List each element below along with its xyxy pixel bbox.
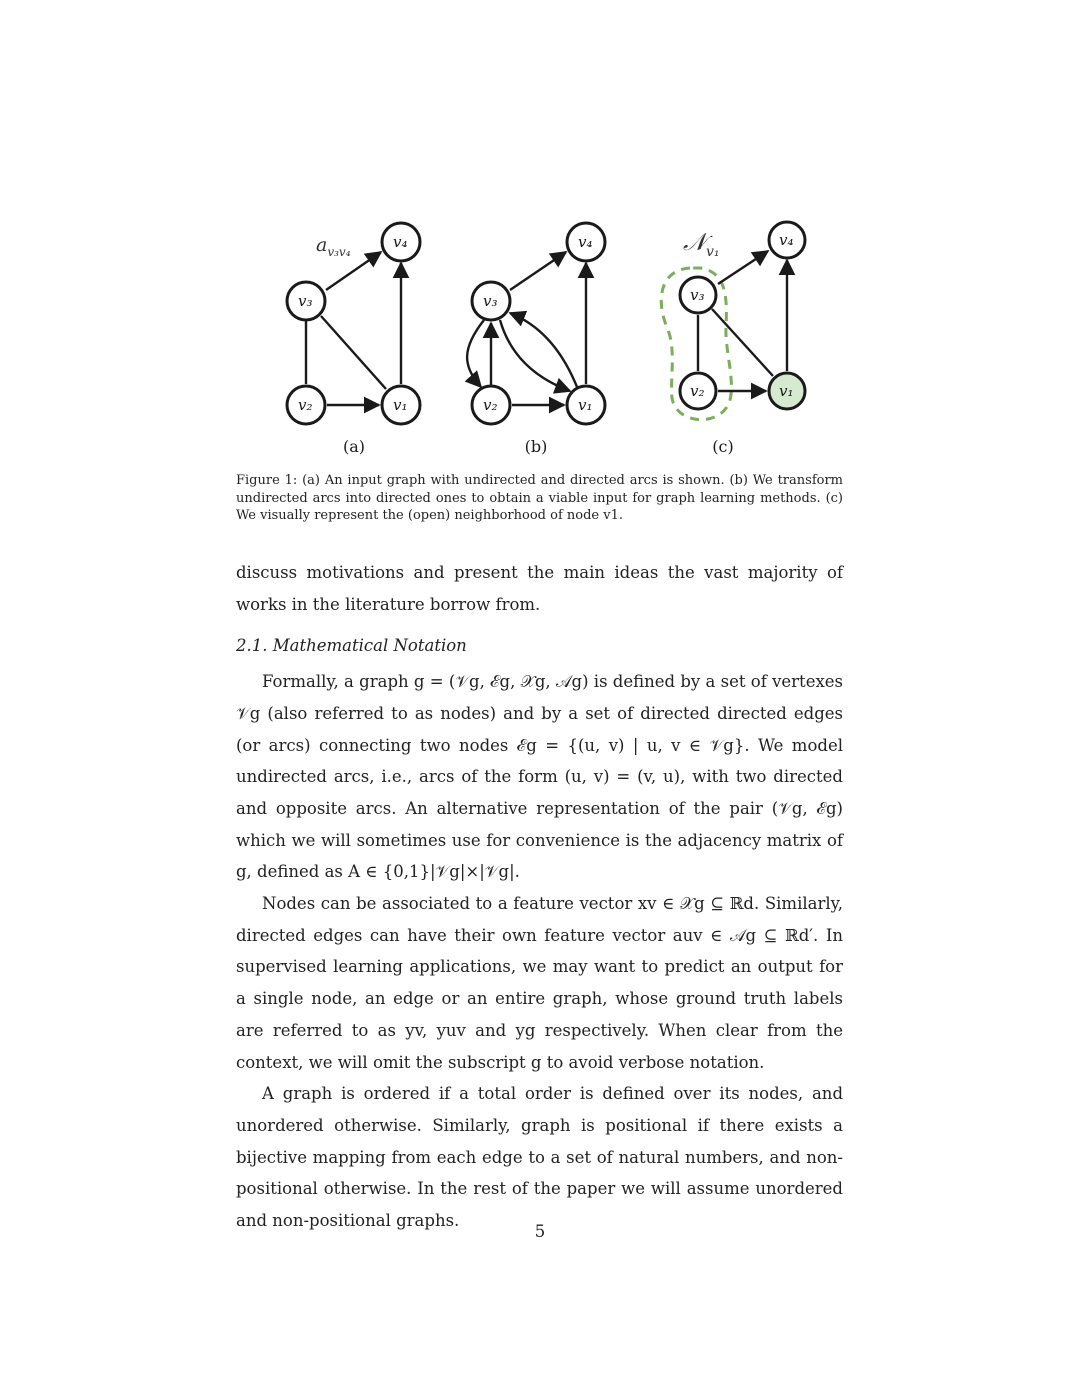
node-b-v3 bbox=[472, 282, 510, 320]
edge-a-v3-v1 bbox=[321, 316, 386, 389]
panel-label-c: (c) bbox=[712, 437, 734, 456]
node-c-v1-highlighted bbox=[769, 373, 805, 409]
node-b-v4 bbox=[567, 223, 605, 261]
page-number: 5 bbox=[534, 1222, 546, 1241]
svg-text:v₂: v₂ bbox=[483, 396, 498, 414]
node-a-v2 bbox=[287, 386, 325, 424]
panel-a bbox=[287, 223, 420, 456]
edge-label-a-v3v4: $a_{v_3v_4}$ bbox=[316, 234, 351, 259]
node-c-v2 bbox=[680, 373, 716, 409]
svg-text:v₄: v₄ bbox=[578, 233, 593, 251]
panel-label-b: (b) bbox=[524, 437, 548, 456]
node-b-v1 bbox=[567, 386, 605, 424]
node-b-v2 bbox=[472, 386, 510, 424]
neighborhood-label-c: 𝒩$_{v_1}$ bbox=[683, 228, 720, 260]
svg-text:v₁: v₁ bbox=[393, 396, 408, 414]
intro-paragraph: discuss motivations and present the main ideas the vast majority of works in the literature borrow from. bbox=[236, 563, 843, 614]
section-heading: 2.1. Mathematical Notation bbox=[236, 636, 467, 656]
svg-text:v₁: v₁ bbox=[779, 382, 794, 400]
svg-text:v₃: v₃ bbox=[483, 292, 498, 310]
svg-text:v₄: v₄ bbox=[393, 233, 408, 251]
panel-label-a: (a) bbox=[342, 437, 366, 456]
node-c-v3 bbox=[680, 277, 716, 313]
node-a-v1 bbox=[382, 386, 420, 424]
paragraph-1: Formally, a graph g = (𝒱g, ℰg, 𝒳g, 𝒜g) is defined by a set of vertexes 𝒱g (also referred to as nodes) and by a set of directed directed edges (or arcs) connecting two nodes ℰg = {(u, v) | u, v ∈ 𝒱g}. We model undirected arcs, i.e., arcs of the form (u, v) = (v, u), with two directed and opposite arcs. An alternative representation of the pair (𝒱g, ℰg) which we will sometimes use for convenience is the adjacency matrix of g, defined as A ∈ {0,1}|𝒱g|×|𝒱g|. bbox=[236, 672, 843, 882]
node-a-v4 bbox=[382, 223, 420, 261]
node-c-v4 bbox=[769, 222, 805, 258]
svg-text:v₂: v₂ bbox=[690, 382, 705, 400]
edge-b-v1-v3 bbox=[510, 313, 577, 387]
figure-1 bbox=[0, 0, 1080, 470]
paragraph-2: Nodes can be associated to a feature vector xv ∈ 𝒳g ⊆ ℝd. Similarly, directed edges can have their own feature vector auv ∈ 𝒜g ⊆ ℝd′. In supervised learning applications, we may want to predict an output for a single node, an edge or an entire graph, whose ground truth labels are referred to as yv, yuv and yg respectively. When clear from the context, we will omit the subscript g to avoid verbose notation. bbox=[236, 894, 843, 1072]
svg-text:v₁: v₁ bbox=[578, 396, 593, 414]
figure-caption: Figure 1: (a) An input graph with undirected and directed arcs is shown. (b) We transform undirected arcs into directed ones to obtain a viable input for graph learning methods. (c) We visually represent the (open) neighborhood of node v1. bbox=[236, 473, 843, 523]
panel-b bbox=[467, 223, 605, 456]
edge-b-v3-v2 bbox=[467, 320, 484, 387]
edge-c-v3-v4 bbox=[718, 251, 768, 284]
svg-text:v₃: v₃ bbox=[690, 286, 705, 304]
edge-b-v3-v4 bbox=[510, 252, 566, 290]
svg-text:v₃: v₃ bbox=[298, 292, 313, 310]
svg-text:v₂: v₂ bbox=[298, 396, 313, 414]
graph-figure bbox=[0, 0, 1080, 470]
panel-c bbox=[661, 222, 805, 456]
node-a-v3 bbox=[287, 282, 325, 320]
main-text bbox=[236, 557, 843, 1237]
svg-text:v₄: v₄ bbox=[779, 231, 794, 249]
edge-c-v3-v1 bbox=[712, 309, 773, 376]
paragraph-3: A graph is ordered if a total order is defined over its nodes, and unordered otherwise. Similarly, graph is positional if there exists a bijective mapping from each edge to a set of natural numbers, and non-positional otherwise. In the rest of the paper we will assume unordered and non-positional graphs. bbox=[236, 1084, 843, 1231]
